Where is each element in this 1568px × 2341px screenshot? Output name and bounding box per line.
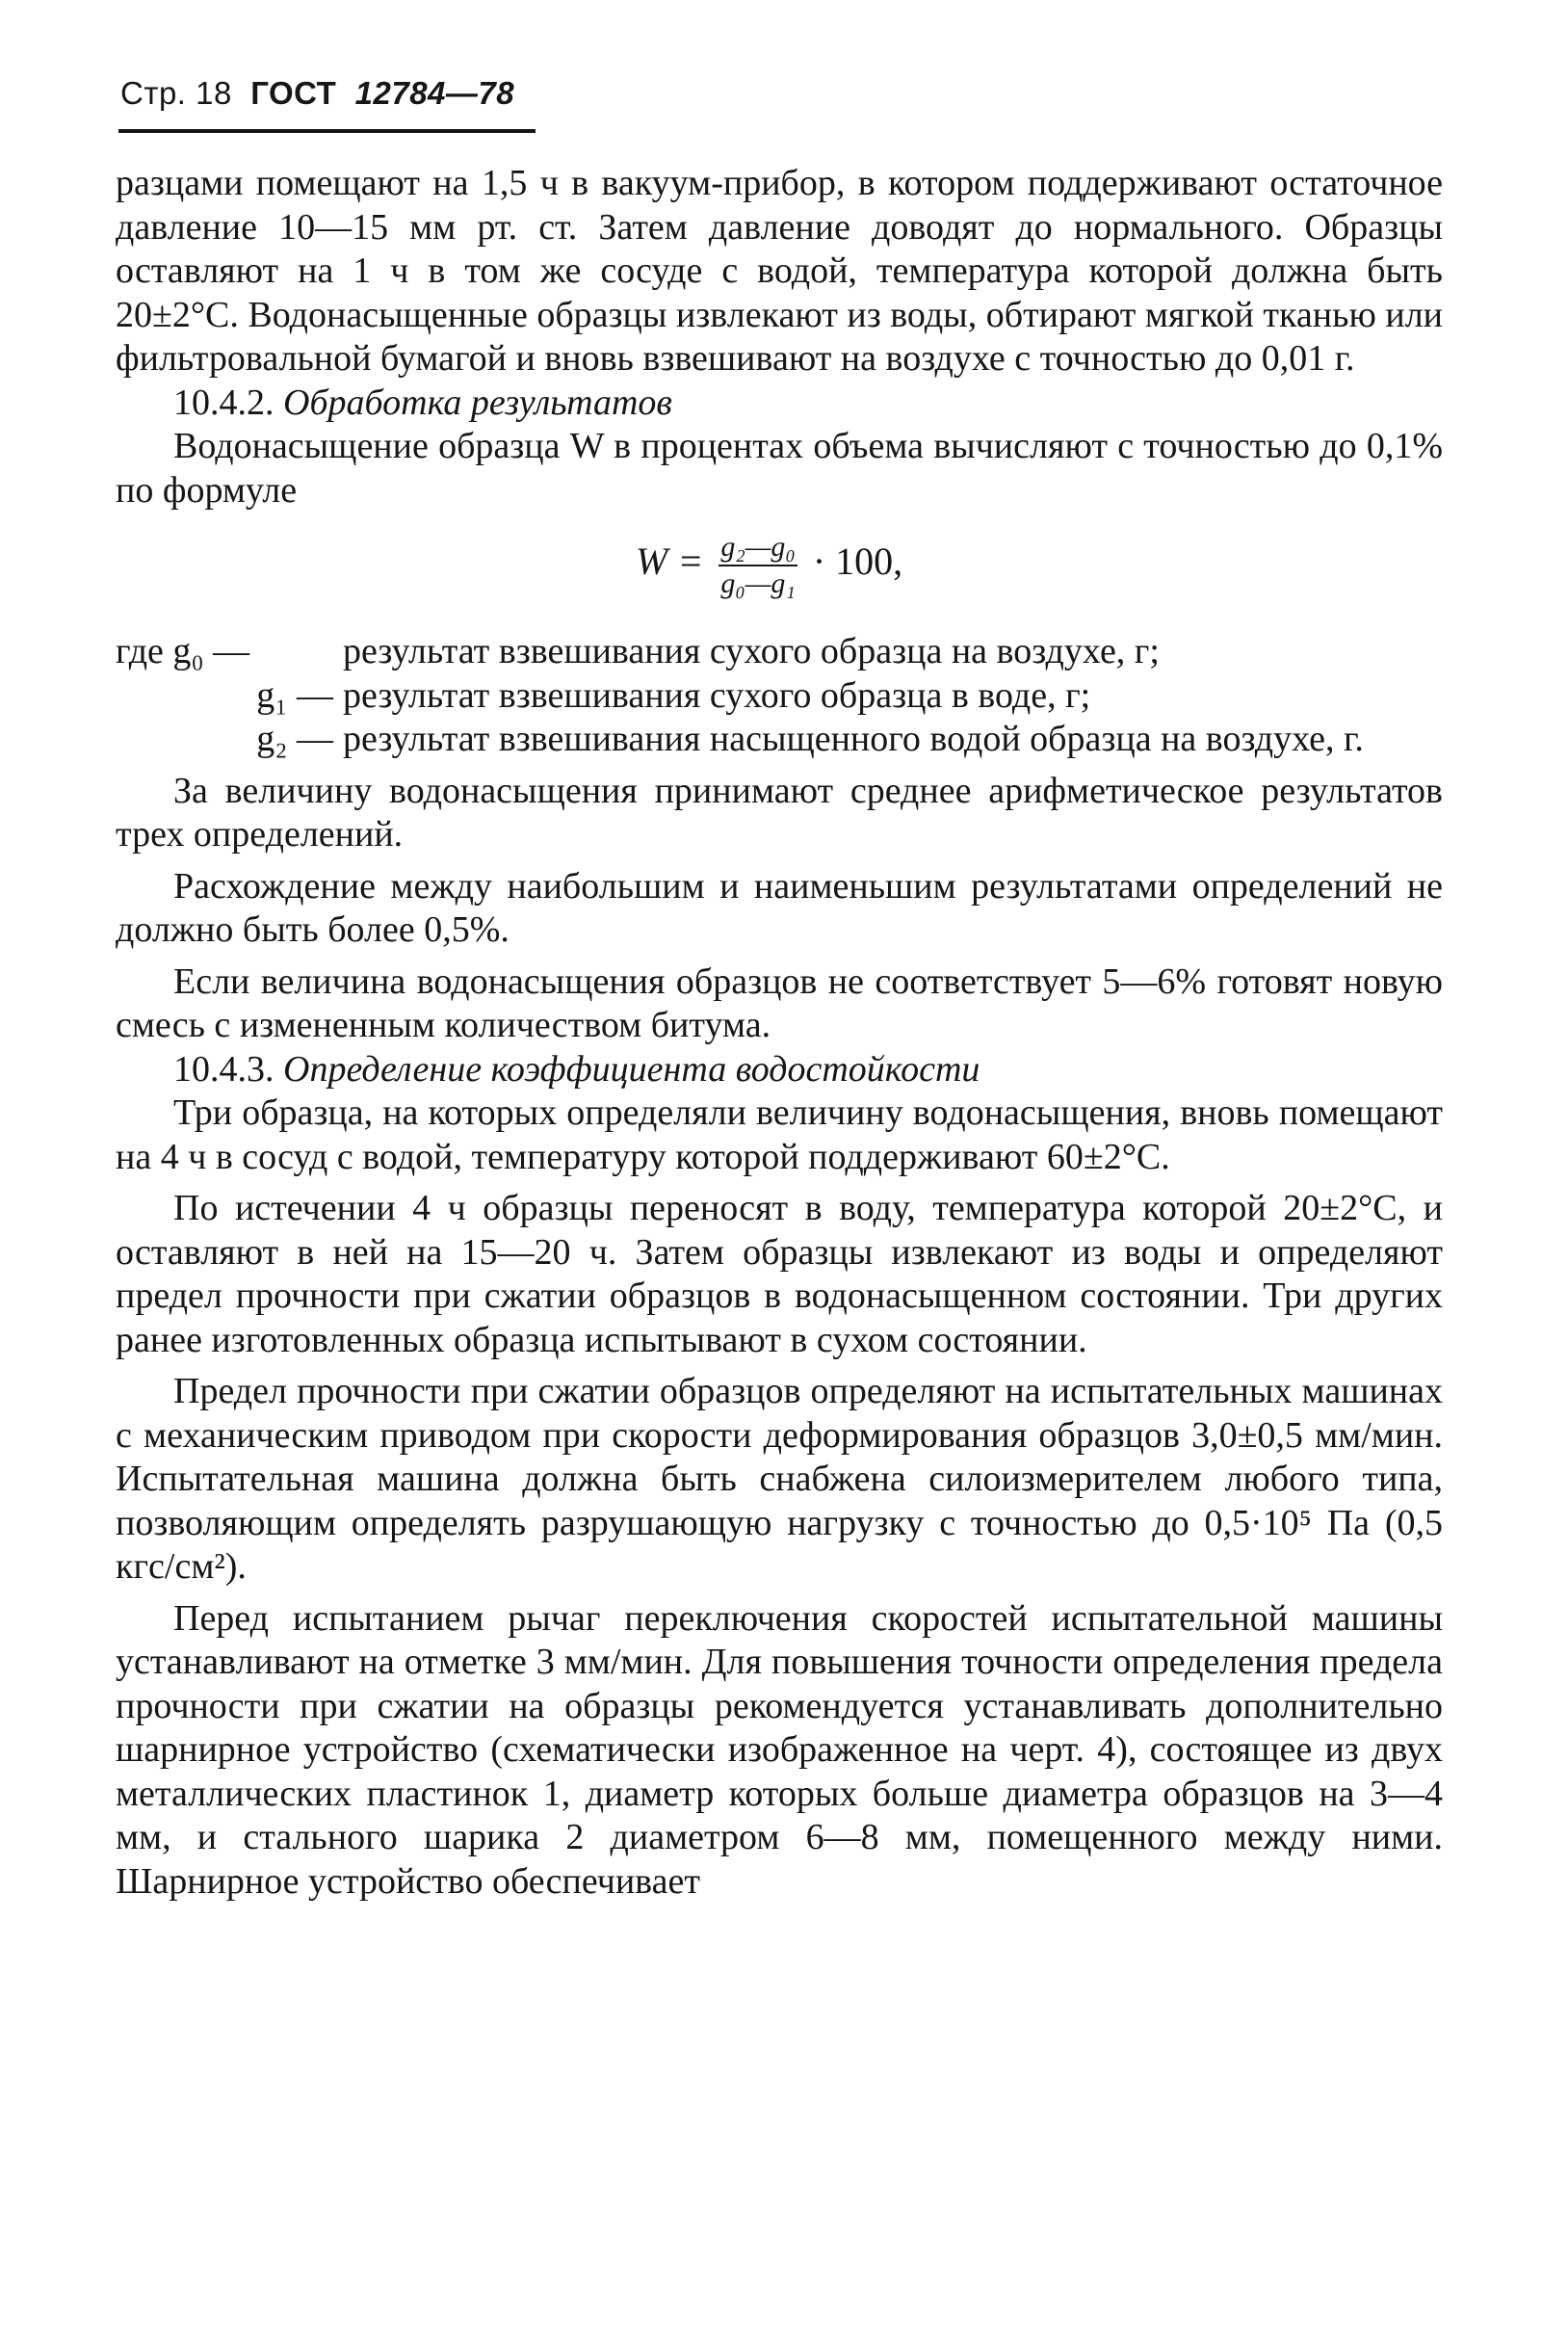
section-title: Обработка результатов (283, 381, 672, 423)
paragraph-7: По истечении 4 ч образцы переносят в воду, температура которой 20±2°С, и оставляют в ней на 15—20 ч. Затем образцы извлекают из воды и определяют предел прочности при сжатии образцов в водонасыщенном состоянии. Три других ранее изготовленных образца испытывают в сухом состоянии. (116, 1188, 1443, 1360)
formula-denominator: g₀—g₁ (720, 567, 796, 599)
formula-fraction (719, 530, 797, 601)
paragraph-5: Если величина водонасыщения образцов не соответствует 5—6% готовят новую смесь с измененным количеством битума. (116, 960, 1443, 1045)
paragraph-1: разцами помещают на 1,5 ч в вакуум-прибор, в котором поддерживают остаточное давление 10—15 мм рт. ст. Затем давление доводят до нормального. Образцы оставляют на 1 ч в том же сосуде с водой, температура которой должна быть 20±2°С. Водонасыщенные образцы извлекают из воды, обтирают мягкой тканью или фильтровальной бумагой и вновь взвешивают на воздухе с точностью до 0,01 г. (116, 163, 1443, 379)
formula-numerator: g₂—g₀ (719, 530, 797, 566)
formula (116, 513, 1443, 626)
definition-key: g₁ — (256, 674, 333, 716)
definition-item (116, 718, 1443, 762)
paragraph-8: Предел прочности при сжатии образцов определяют на испытательных машинах с механическим приводом при скорости деформирования образцов 3,0±0,5 мм/мин. Испытательная машина должна быть снабжена силоизмерителем любого типа, позволяющим определять разрушающую нагрузку с точностью до 0,5·10⁵ Па (0,5 кгс/см²). (116, 1371, 1443, 1587)
section-title: Определение коэффициента водостойкости (283, 1048, 980, 1090)
page-number: Стр. 18 (120, 75, 232, 111)
paragraph-2: Водонасыщение образца W в процентах объема вычисляют с точностью до 0,1% по формуле (116, 426, 1443, 511)
section-10-4-2-heading (116, 381, 1443, 426)
definition-item (116, 674, 1443, 719)
formula-lhs: W = (636, 539, 704, 584)
page-header (120, 75, 514, 112)
definition-key: где g₀ — (116, 631, 250, 671)
standard-code: ГОСТ (250, 75, 337, 111)
section-10-4-3-heading (116, 1048, 1443, 1092)
definition-text: результат взвешивания насыщенного водой образца на воздухе, г. (343, 719, 1364, 759)
paragraph-3: За величину водонасыщения принимают среднее арифметическое результатов трех определений. (116, 770, 1443, 855)
definition-text: результат взвешивания сухого образца в воде, г; (343, 674, 1091, 716)
paragraph-4: Расхождение между наибольшим и наименьшим результатами определений не должно быть более 0,5%. (116, 865, 1443, 950)
definition-text: результат взвешивания сухого образца на воздухе, г; (343, 631, 1160, 671)
definitions-list (116, 630, 1443, 762)
standard-number: 12784—78 (354, 75, 515, 111)
definition-key: g₂ — (256, 719, 333, 759)
paragraph-9: Перед испытанием рычаг переключения скоростей испытательной машины устанавливают на отметке 3 мм/мин. Для повышения точности определения предела прочности при сжатии на образцы рекомендуется устанавливать дополнительно шарнирное устройство (схематически изображенное на черт. 4), состоящее из двух металлических пластинок 1, диаметр которых больше диаметра образцов на 3—4 мм, и стального шарика 2 диаметром 6—8 мм, помещенного между ними. Шарнирное устройство обеспечивает (116, 1597, 1443, 1902)
formula-rhs: · 100, (812, 539, 903, 584)
paragraph-6: Три образца, на которых определяли величину водонасыщения, вновь помещают на 4 ч в сосуд с водой, температуру которой поддерживают 60±2°С. (116, 1092, 1443, 1177)
document-body (116, 162, 1443, 1904)
header-rule (118, 129, 536, 133)
definition-item (116, 630, 1443, 674)
section-number: 10.4.2. (173, 381, 274, 423)
section-number: 10.4.3. (173, 1048, 274, 1090)
